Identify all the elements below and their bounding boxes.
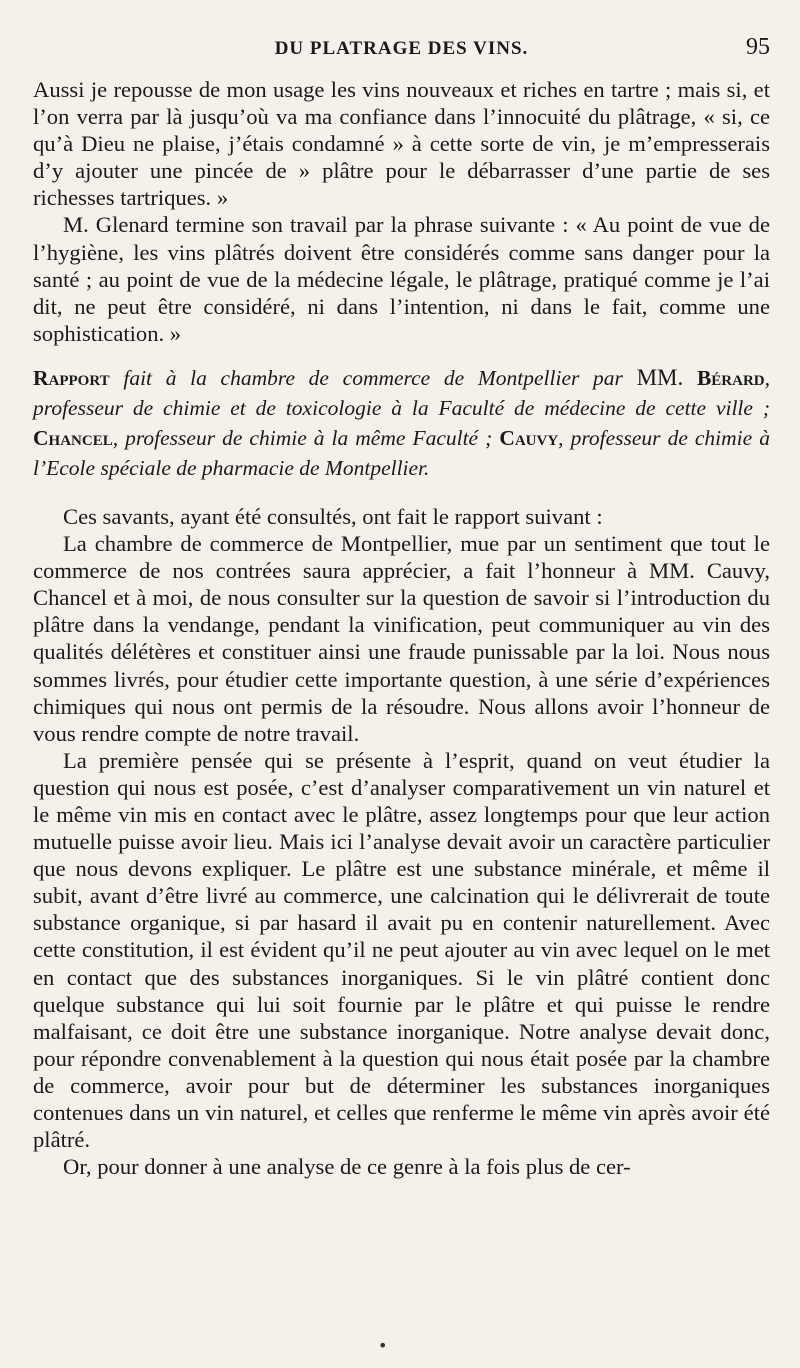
body-text-top <box>33 76 770 347</box>
paragraph: Ces savants, ayant été consultés, ont fait le rapport suivant : <box>63 503 603 529</box>
running-head <box>33 26 770 76</box>
paragraph: La chambre de commerce de Montpellier, mue par un sentiment que tout le commerce de nos contrées saura apprécier, a fait l’honneur à MM. Cauvy, Chancel et à moi, de nous consulter sur la question de savoir si l’introduction du plâtre dans la vendange, pendant la vinification, peut communiquer au vin des qualités délétères et constituer ainsi une fraude punissable par la loi. Nous nous sommes livrés, pour étudier cette importante question, à une série d’expériences chimiques qui nous ont permis de la résoudre. Nous allons avoir l’honneur de vous rendre compte de notre travail. <box>33 531 770 746</box>
running-title: DU PLATRAGE DES VINS. <box>274 38 529 59</box>
report-text: , professeur de chimie à la même Faculté ; <box>112 425 500 450</box>
paragraph: Aussi je repousse de mon usage les vins nouveaux et riches en tartre ; mais si, et l’on verra par là jusqu’où va ma confiance dans l’innocuité du plâtrage, « si, ce qu’à Dieu ne plaise, j’étais condamné » à cette sorte de vin, je m’empresserais d’y ajouter une pincée de » plâtre pour le débarrasser d’une partie de ses richesses tartriques. » <box>33 77 770 211</box>
paragraph: Or, pour donner à une analyse de ce genre à la fois plus de cer- <box>63 1154 631 1180</box>
paragraph: La première pensée qui se présente à l’esprit, quand on veut étudier la question qui nous est posée, c’est d’analyser comparativement un vin naturel et le même vin mis en contact avec le plâtre, assez longtemps pour que leur action mutuelle puisse avoir lieu. Mais ici l’analyse devait avoir un caractère particulier que nous devons expliquer. Le plâtre est une substance minérale, et même il subit, avant d’être livré au commerce, une calcination qui le délivrerait de toute substance organique, si par hasard il avait pu en contenir naturellement. Avec cette constitution, il est évident qu’il ne peut ajouter au vin avec lequel on le met en contact que des substances inorganiques. Si le vin plâtré contient donc quelque substance qui lui soit fournie par le plâtre et qui puisse le rendre malfaisant, ce doit être une substance inorganique. Notre analyse devait donc, pour répondre convenablement à la question qui nous était posée par la chambre de commerce, avoir pour but de déterminer les substances inorganiques contenues dans un vin naturel, et celles que renferme le même vin après avoir été plâtré. <box>33 747 770 1153</box>
body-text-bottom <box>33 503 770 1180</box>
report-heading <box>33 363 770 483</box>
author-name: Chancel <box>33 425 113 450</box>
paragraph: M. Glenard termine son travail par la phrase suivante : « Au point de vue de l’hygiène, les vins plâtrés doivent être considérés comme sans danger pour la santé ; au point de vue de la médecine légale, le plâtrage, pratiqué comme je l’ai dit, ne peut être considéré, ni dans l’intention, ni dans le fait, comme une sophistication. » <box>33 212 770 346</box>
report-text: , professeur de chimie à l’Ecole spéciale de pharmacie de Montpellier. <box>33 425 770 480</box>
author-name: Bérard <box>683 365 765 390</box>
report-text: fait à la chambre de commerce de Montpellier par <box>109 365 637 390</box>
author-name: Cauvy <box>499 425 559 450</box>
report-mm: MM. <box>636 364 684 390</box>
page-number: 95 <box>746 34 770 60</box>
report-text: , professeur de chimie et de toxicologie à la Faculté de médecine de cette ville ; <box>33 365 771 420</box>
footer-mark: • <box>378 1336 388 1355</box>
report-label: Rapport <box>33 365 110 390</box>
